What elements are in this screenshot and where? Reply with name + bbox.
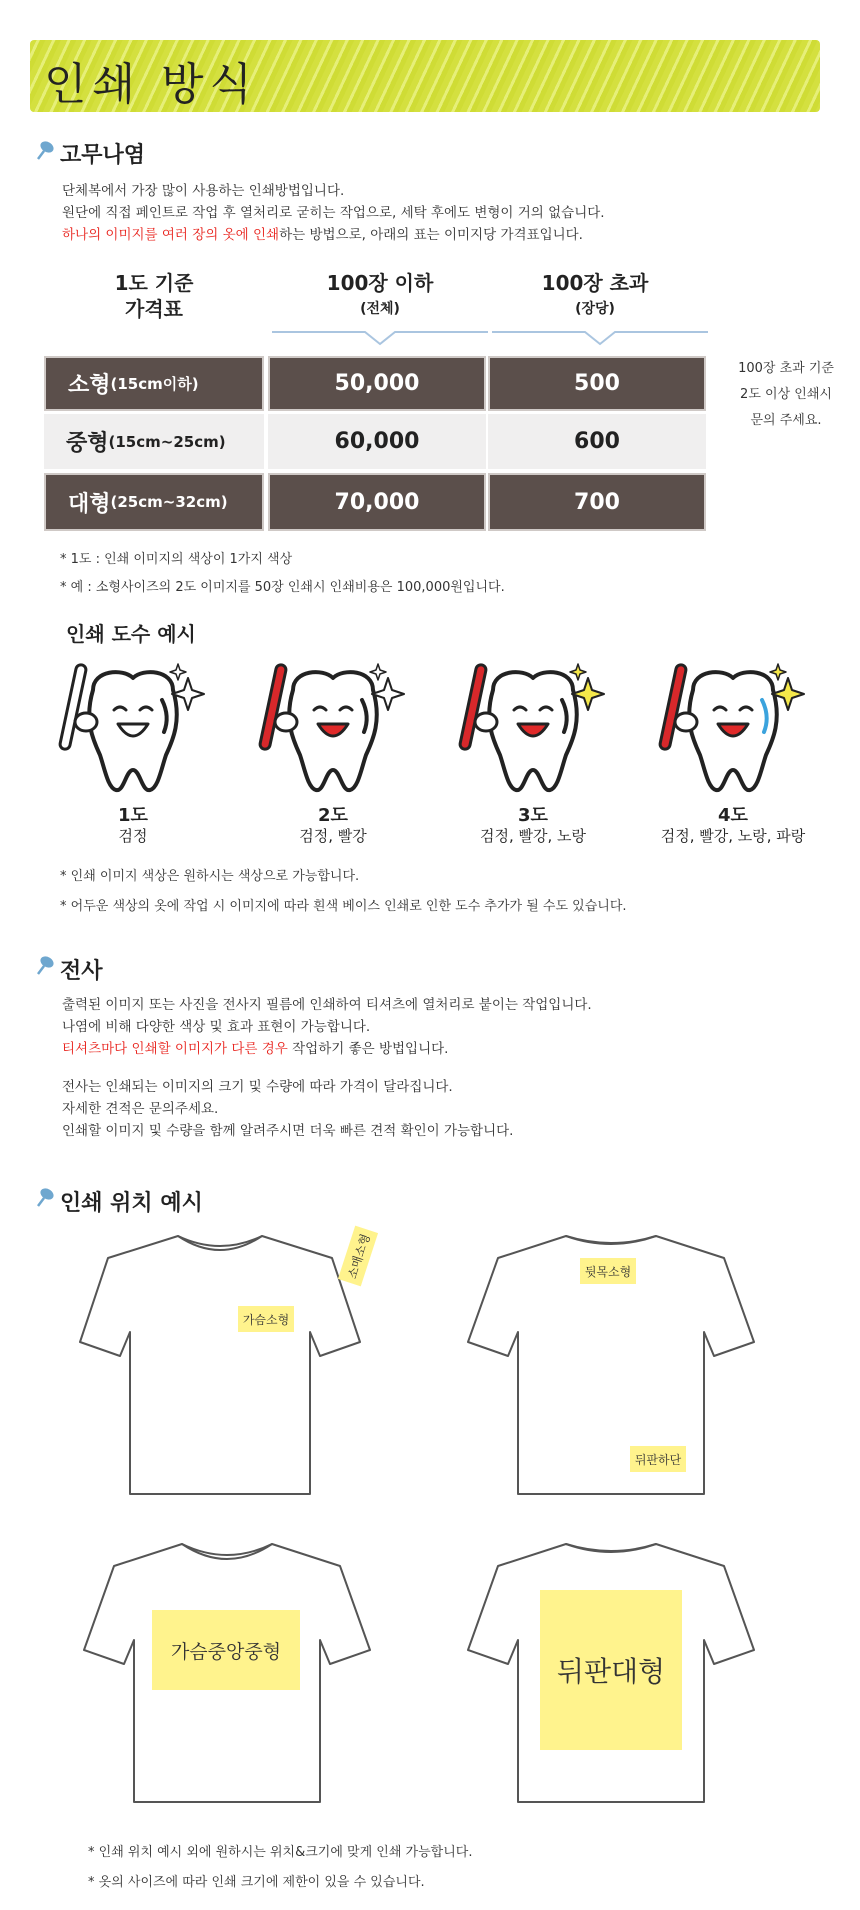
- tooth-illustration: [648, 660, 818, 800]
- price-small-over100: 500: [488, 356, 706, 411]
- price-large-over100: 700: [488, 473, 706, 531]
- rubber-line-3: [62, 224, 605, 246]
- rubber-line-1: 단체복에서 가장 많이 사용하는 인쇄방법입니다.: [62, 183, 345, 199]
- price-small-under100: 50,000: [268, 356, 486, 411]
- table-header-under100-main: 100장 이하: [326, 271, 434, 295]
- tooth-caption: [618, 806, 848, 846]
- price-medium-under100: 60,000: [268, 414, 486, 469]
- table-note-2: * 예 : 소형사이즈의 2도 이미지를 50장 인쇄시 인쇄비용은 100,000원입니다.: [60, 580, 505, 595]
- table-header-over100: [485, 270, 705, 322]
- row-label-medium: [44, 414, 264, 469]
- side-note-line3: 문의 주세요.: [750, 413, 822, 428]
- transfer-line-5: 자세한 견적은 문의주세요.: [62, 1101, 219, 1117]
- tooth-colors: 검정: [118, 827, 148, 845]
- colors-notes: [60, 862, 627, 922]
- row-label-medium-name: 중형: [66, 431, 109, 456]
- side-note-line2: 2도 이상 인쇄시: [740, 387, 832, 402]
- tooth-colors: 검정, 빨강: [299, 827, 367, 845]
- table-header-basis-line2: 가격표: [125, 297, 183, 321]
- tooth-caption: [218, 806, 448, 846]
- table-header-over100-sub: (장당): [575, 301, 615, 317]
- tooth-colors: 검정, 빨강, 노랑: [479, 827, 586, 845]
- tooth-illustration: [248, 660, 418, 800]
- rubber-line-3-highlight: 하나의 이미지를 여러 장의 옷에 인쇄: [62, 227, 280, 243]
- section-title-rubber: 고무나염: [60, 143, 146, 168]
- tag-back-large: 뒤판대형: [540, 1590, 682, 1750]
- colors-note-2: * 어두운 색상의 옷에 작업 시 이미지에 따라 흰색 베이스 인쇄로 인한 도수 추가가 될 수도 있습니다.: [60, 899, 627, 914]
- transfer-line-2: 나염에 비해 다양한 색상 및 효과 표현이 가능합니다.: [62, 1019, 371, 1035]
- table-header-underline: [270, 324, 710, 346]
- row-label-small: [44, 356, 264, 411]
- tag-sleeve: 소매소형: [338, 1226, 378, 1287]
- rubber-line-3-rest: 하는 방법으로, 아래의 표는 이미지당 가격표입니다.: [279, 227, 583, 243]
- row-label-large-range: (25cm~32cm): [110, 493, 228, 511]
- table-notes: [60, 546, 505, 602]
- tooth-degree: 4도: [718, 805, 748, 826]
- pin-icon: [34, 1186, 56, 1208]
- row-label-medium-range: (15cm~25cm): [108, 432, 226, 451]
- colors-note-1: * 인쇄 이미지 색상은 원하시는 색상으로 가능합니다.: [60, 869, 360, 884]
- positions-note-1: * 인쇄 위치 예시 외에 원하시는 위치&크기에 맞게 인쇄 가능합니다.: [88, 1845, 473, 1860]
- pin-icon: [34, 139, 56, 161]
- section-title-positions: 인쇄 위치 예시: [60, 1191, 203, 1216]
- transfer-line-3: [62, 1038, 592, 1060]
- transfer-line-1: 출력된 이미지 또는 사진을 전사지 필름에 인쇄하여 티셔츠에 열처리로 붙이는 작업입니다.: [62, 997, 592, 1013]
- row-label-large: [44, 473, 264, 531]
- row-label-large-name: 대형: [68, 491, 111, 517]
- price-large-under100: 70,000: [268, 473, 486, 531]
- section-title-transfer: 전사: [60, 959, 103, 984]
- table-header-over100-main: 100장 초과: [541, 271, 649, 295]
- table-header-basis-line1: 1도 기준: [114, 271, 194, 295]
- transfer-description: [62, 994, 592, 1142]
- tooth-caption: [18, 806, 248, 846]
- row-label-small-range: (15cm이하): [110, 375, 199, 393]
- transfer-line-3-highlight: 티셔츠마다 인쇄할 이미지가 다른 경우: [62, 1041, 288, 1057]
- table-side-note: [716, 356, 856, 434]
- rubber-line-2: 원단에 직접 페인트로 작업 후 열처리로 굳히는 작업으로, 세탁 후에도 변형이 거의 없습니다.: [62, 205, 605, 221]
- section-title-colors: 인쇄 도수 예시: [66, 622, 196, 646]
- tag-neck-back: 뒷목소형: [580, 1258, 636, 1284]
- tag-chest-center: 가슴중앙중형: [152, 1610, 300, 1690]
- row-label-small-name: 소형: [68, 373, 111, 398]
- rubber-description: [62, 180, 605, 246]
- transfer-line-3-rest: 작업하기 좋은 방법입니다.: [287, 1041, 449, 1057]
- pin-icon: [34, 954, 56, 976]
- tooth-illustration: [448, 660, 618, 800]
- table-header-under100-sub: (전체): [360, 301, 400, 317]
- tshirt-front-small: [70, 1222, 370, 1502]
- side-note-line1: 100장 초과 기준: [738, 361, 834, 376]
- transfer-line-4: 전사는 인쇄되는 이미지의 크기 및 수량에 따라 가격이 달라집니다.: [62, 1079, 453, 1095]
- tooth-degree: 1도: [118, 805, 148, 826]
- tooth-colors: 검정, 빨강, 노랑, 파랑: [660, 827, 806, 845]
- table-header-under100: [270, 270, 490, 322]
- table-note-1: * 1도 : 인쇄 이미지의 색상이 1가지 색상: [60, 552, 293, 567]
- page-title: 인쇄 방식: [44, 59, 259, 110]
- tooth-caption: [418, 806, 648, 846]
- positions-notes: [88, 1838, 472, 1898]
- positions-note-2: * 옷의 사이즈에 따라 인쇄 크기에 제한이 있을 수 있습니다.: [88, 1875, 425, 1890]
- transfer-line-6: 인쇄할 이미지 및 수량을 함께 알려주시면 더욱 빠른 견적 확인이 가능합니다.: [62, 1123, 514, 1139]
- price-medium-over100: 600: [488, 414, 706, 469]
- tooth-illustration: [48, 660, 218, 800]
- tag-back-bottom: 뒤판하단: [630, 1446, 686, 1472]
- tooth-degree: 3도: [518, 805, 548, 826]
- tooth-degree: 2도: [318, 805, 348, 826]
- table-header-basis: [44, 270, 264, 322]
- tag-chest-small: 가슴소형: [238, 1306, 294, 1332]
